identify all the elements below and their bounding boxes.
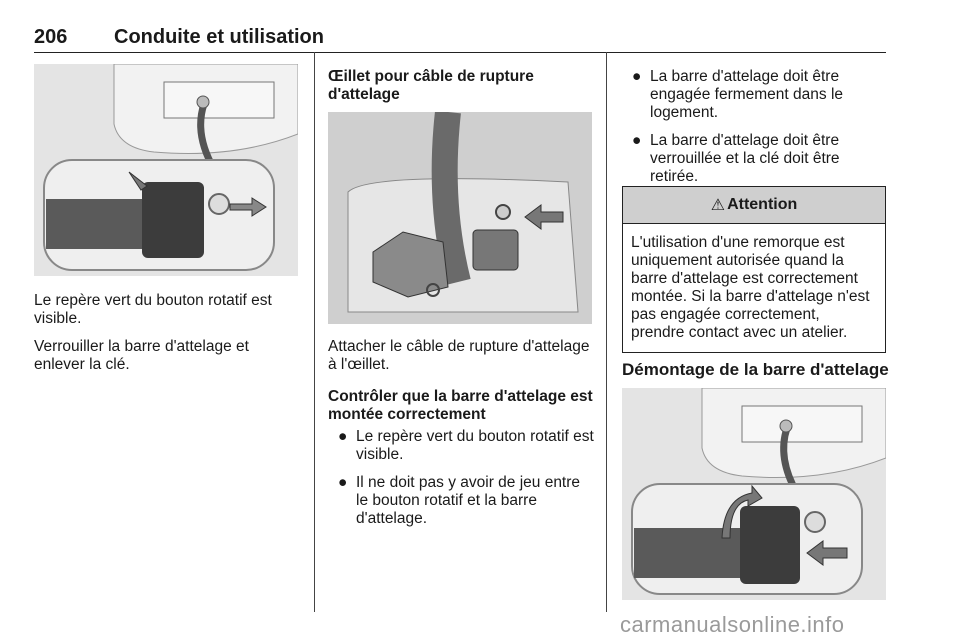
eyelet-heading: Œillet pour câble de rupture d'attelage — [328, 68, 534, 103]
column-divider-2 — [606, 52, 607, 612]
column-2-heading — [328, 68, 594, 108]
col3-bullet-2-text: La barre d'attelage doit être verrouillée et la clé doit être retirée. — [650, 132, 840, 185]
figure-break-cable-eyelet — [328, 112, 592, 324]
column-1-text — [34, 292, 302, 384]
page-header — [34, 26, 886, 53]
page-number: 206 — [34, 26, 68, 48]
chapter-title: Conduite et utilisation — [114, 26, 324, 48]
eyelet-illustration — [328, 112, 592, 324]
check-heading: Contrôler que la barre d'attelage est montée correctement — [328, 388, 593, 423]
col2-bullet-1-text: Le repère vert du bouton rotatif est visible. — [356, 428, 594, 463]
attention-text: L'utilisation d'une remorque est uniquement autorisée quand la barre d'attelage est correctement montée. Si la barre d'attelage n'est pas engagée correctement, prendre contact avec un atelier. — [631, 234, 870, 341]
col3-bullet-1 — [622, 68, 886, 122]
bullet-dot-icon: ● — [632, 68, 642, 85]
towbar-lock-illustration — [34, 64, 298, 276]
col2-paragraph-1: Attacher le câble de rupture d'attelage à l'œillet. — [328, 338, 590, 373]
site-watermark: carmanualsonline.info — [620, 612, 845, 637]
col3-bullet-2 — [622, 132, 886, 186]
attention-title: Attention — [727, 196, 798, 213]
removal-section-title: Démontage de la barre d'attelage — [622, 360, 889, 379]
warning-icon: ⚠ — [710, 197, 726, 214]
col3-bullet-1-text: La barre d'attelage doit être engagée fermement dans le logement. — [650, 68, 844, 121]
attention-box — [622, 186, 886, 353]
figure-towbar-removal — [622, 388, 886, 600]
bullet-dot-icon: ● — [632, 132, 642, 149]
column-2-text — [328, 338, 594, 538]
col1-paragraph-2: Verrouiller la barre d'attelage et enlever la clé. — [34, 338, 249, 373]
column-3-bullets — [622, 68, 886, 196]
bullet-dot-icon: ● — [338, 474, 348, 491]
col2-bullet-1 — [328, 428, 594, 464]
towbar-removal-illustration — [622, 388, 886, 600]
col2-bullet-2 — [328, 474, 594, 528]
attention-header — [623, 187, 885, 224]
column-divider-1 — [314, 52, 315, 612]
bullet-dot-icon: ● — [338, 428, 348, 445]
col2-bullet-2-text: Il ne doit pas y avoir de jeu entre le bouton rotatif et la barre d'attelage. — [356, 474, 581, 527]
figure-towbar-lock — [34, 64, 298, 276]
col1-paragraph-1: Le repère vert du bouton rotatif est visible. — [34, 292, 272, 327]
